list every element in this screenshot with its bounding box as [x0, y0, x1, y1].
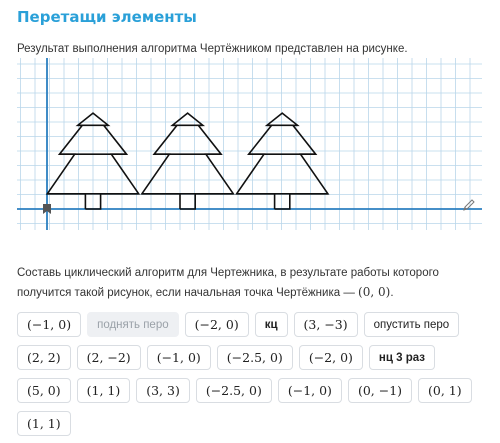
answer-chip: поднять перо	[87, 312, 179, 337]
answer-chip[interactable]: (−2, 0)	[185, 312, 249, 337]
task-end: .	[390, 287, 394, 299]
answer-chip[interactable]: (−1, 0)	[278, 378, 342, 403]
answer-chip[interactable]: (3, 3)	[136, 378, 190, 403]
answer-chip[interactable]: (1, 1)	[77, 378, 131, 403]
answer-chip[interactable]: (−2.5, 0)	[196, 378, 272, 403]
answer-chips	[17, 312, 487, 436]
drawing-caption: Результат выполнения алгоритма Чертёжником представлен на рисунке.	[17, 43, 408, 55]
answer-chip[interactable]: кц	[255, 312, 288, 337]
answer-chip[interactable]: (5, 0)	[17, 378, 71, 403]
drawing-canvas	[17, 58, 482, 230]
start-point-value: (0, 0)	[358, 285, 391, 299]
pencil-icon	[462, 198, 476, 212]
answer-chip[interactable]: (2, −2)	[77, 345, 141, 370]
answer-chip[interactable]: (0, 1)	[418, 378, 472, 403]
task-description: Составь циклический алгоритм для Чертежника, в результате работы которого получится такой рисунок, если начальная точка Чертёжника —	[17, 267, 439, 299]
answer-chip[interactable]: (2, 2)	[17, 345, 71, 370]
answer-chip[interactable]: (3, −3)	[294, 312, 358, 337]
answer-chip[interactable]: опустить перо	[364, 312, 460, 337]
answer-chip[interactable]: (0, −1)	[348, 378, 412, 403]
answer-chip[interactable]: (−1, 0)	[17, 312, 81, 337]
task-text	[17, 264, 487, 303]
page-title: Перетащи элементы	[17, 8, 197, 26]
answer-chip[interactable]: нц 3 раз	[369, 345, 435, 370]
drawing-area	[17, 58, 482, 230]
answer-chip[interactable]: (−1, 0)	[147, 345, 211, 370]
answer-chip[interactable]: (−2.5, 0)	[217, 345, 293, 370]
answer-chip[interactable]: (−2, 0)	[299, 345, 363, 370]
answer-chip[interactable]: (1, 1)	[17, 411, 71, 436]
